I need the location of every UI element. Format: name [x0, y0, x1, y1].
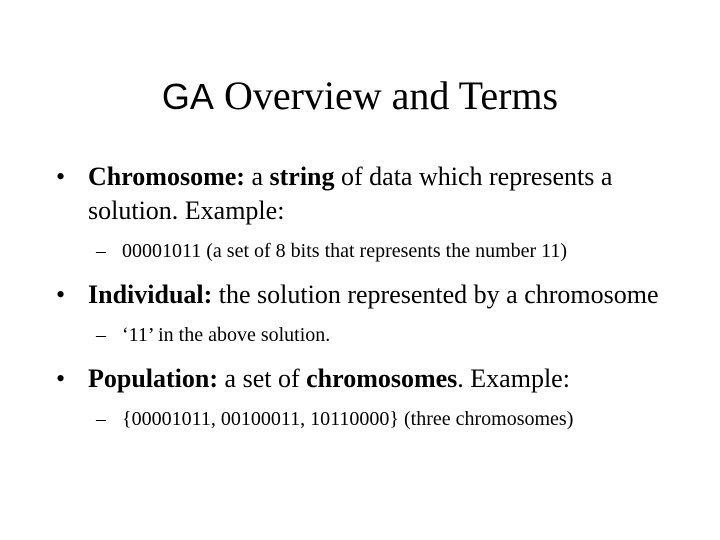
population-example-text: {00001011, 00100011, 10110000} (three chromosomes) — [122, 408, 574, 430]
sub-bullet-individual-example — [56, 322, 676, 348]
individual-example-text: ‘11’ in the above solution. — [122, 324, 331, 346]
slide-title — [0, 70, 720, 123]
term-string: string — [269, 162, 335, 191]
individual-text: the solution represented by a chromosome — [212, 280, 659, 309]
dash-icon: – — [96, 324, 106, 346]
term-chromosomes: chromosomes — [306, 364, 458, 393]
title-rest: Overview and Terms — [213, 73, 559, 118]
chromosome-example-text: 00001011 (a set of 8 bits that represents the number 11) — [122, 240, 568, 262]
term-individual: Individual: — [88, 280, 213, 309]
chromosome-text-b: of data which represents a solution. Example: — [88, 162, 613, 225]
slide-body — [56, 160, 676, 432]
title-prefix: GA — [161, 76, 214, 117]
term-chromosome: Chromosome: — [88, 162, 245, 191]
bullet-icon: • — [56, 364, 66, 393]
population-text-a: a set of — [218, 364, 307, 393]
dash-icon: – — [96, 408, 106, 430]
bullet-chromosome — [56, 160, 676, 228]
term-population: Population: — [88, 364, 219, 393]
bullet-population — [56, 362, 676, 396]
sub-bullet-population-example — [56, 406, 676, 432]
dash-icon: – — [96, 240, 106, 262]
population-text-b: . Example: — [457, 364, 570, 393]
chromosome-text-a: a — [244, 162, 270, 191]
sub-bullet-chromosome-example — [56, 238, 676, 264]
bullet-individual — [56, 278, 676, 312]
bullet-icon: • — [56, 280, 66, 309]
bullet-icon: • — [56, 162, 66, 191]
